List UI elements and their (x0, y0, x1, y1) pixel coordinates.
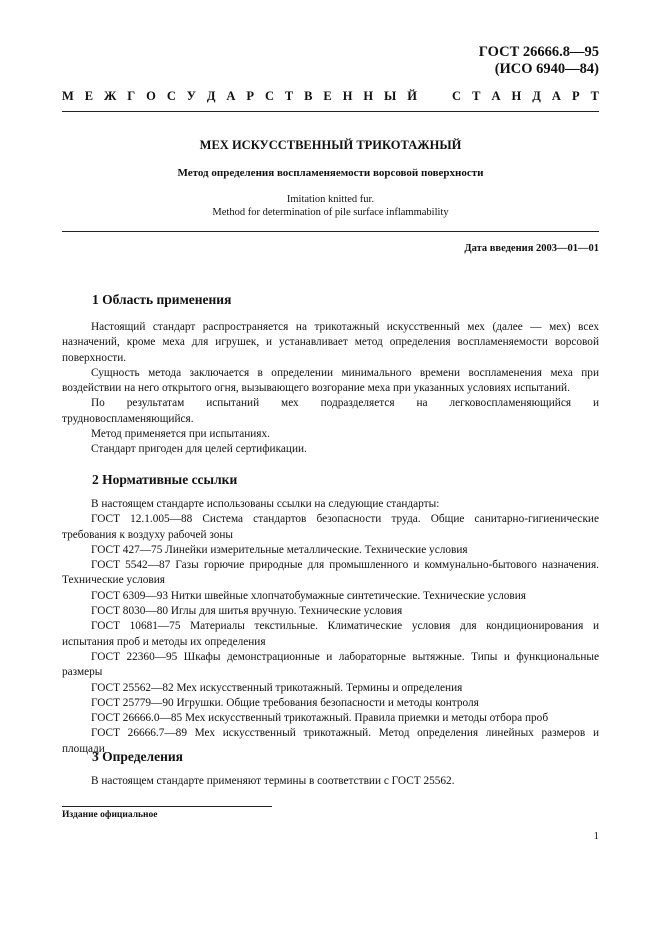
banner-letter: Г (127, 89, 136, 103)
banner-letter: А (226, 89, 236, 103)
reference-item: ГОСТ 22360—95 Шкафы демонстрационные и лабораторные вытяжные. Типы и функциональные размеры (62, 650, 599, 679)
banner-letter: Д (206, 89, 216, 103)
introduction-date: Дата введения 2003—01—01 (464, 243, 599, 254)
standard-code (479, 44, 599, 78)
banner-letter: С (452, 89, 462, 103)
reference-item: ГОСТ 8030—80 Иглы для шитья вручную. Технические условия (91, 605, 403, 618)
official-edition-note: Издание официальное (62, 810, 158, 820)
paragraph: Стандарт пригоден для целей сертификации. (91, 443, 307, 456)
title-rule (62, 231, 599, 232)
section-body-scope (62, 320, 599, 458)
banner-letter: Ы (384, 89, 397, 103)
reference-item: ГОСТ 26666.7—89 Мех искусственный трикотажный. Метод определения линейных размеров и площади (62, 727, 599, 755)
reference-item: ГОСТ 26666.0—85 Мех искусственный трикотажный. Правила приемки и методы отбора проб (91, 712, 549, 725)
paragraph: По результатам испытаний мех подразделяется на легковоспламеняющийся и трудновоспламеняющийся. (62, 397, 599, 425)
banner-letter: Е (323, 89, 332, 103)
standard-code-gost: ГОСТ 26666.8—95 (478, 44, 599, 60)
banner-letter: Р (246, 89, 255, 103)
banner-letter: Т (284, 89, 294, 103)
banner-letter: Д (532, 89, 541, 103)
document-subtitle: Метод определения воспламеняемости ворсовой поверхности (177, 167, 484, 179)
banner-letter: Й (407, 89, 417, 103)
header-rule (62, 111, 599, 112)
reference-item: ГОСТ 5542—87 Газы горючие природные для промышленного и коммунально-бытового назначения. Технические условия (62, 559, 599, 587)
section-body-definitions (62, 774, 599, 789)
footer-rule (62, 806, 272, 807)
banner-letter: Ж (104, 89, 117, 103)
standard-code-iso: (ИСО 6940—84) (494, 61, 599, 77)
banner-letter: Т (472, 89, 481, 103)
banner-letter: Т (590, 89, 599, 103)
reference-item: ГОСТ 6309—93 Нитки швейные хлопчатобумажные синтетические. Технические условия (91, 589, 527, 602)
english-title-line1: Imitation knitted fur. (286, 194, 375, 205)
banner-letter: У (186, 89, 196, 103)
page-number: 1 (593, 830, 599, 842)
section-body-references (62, 497, 599, 757)
document-title: МЕХ ИСКУССТВЕННЫЙ ТРИКОТАЖНЫЙ (199, 138, 462, 152)
english-title-line2: Method for determination of pile surface inflammability (212, 207, 449, 218)
banner-letter: С (166, 89, 176, 103)
banner-word-interstate (62, 89, 417, 104)
banner-letter: М (62, 89, 74, 103)
reference-item: ГОСТ 12.1.005—88 Система стандартов безопасности труда. Общие санитарно-гигиенические требования к воздуху рабочей зоны (62, 513, 599, 541)
paragraph: Метод применяется при испытаниях. (91, 428, 270, 441)
banner-letter: Н (363, 89, 374, 103)
banner-letter: Н (511, 89, 522, 103)
banner-letter: В (304, 89, 313, 103)
reference-item: ГОСТ 25562—82 Мех искусственный трикотажный. Термины и определения (91, 681, 463, 694)
banner-letter: С (264, 89, 274, 103)
paragraph: В настоящем стандарте применяют термины в соответствии с ГОСТ 25562. (91, 775, 455, 787)
reference-item: ГОСТ 10681—75 Материалы текстильные. Климатические условия для кондиционирования и испытания проб и методы их определения (62, 620, 599, 648)
banner-letter: А (491, 89, 501, 103)
reference-item: ГОСТ 25779—90 Игрушки. Общие требования безопасности и методы контроля (91, 696, 479, 709)
english-title (62, 193, 599, 219)
banner-letter: Н (342, 89, 353, 103)
paragraph: Сущность метода заключается в определении минимального времени воспламенения меха при воздействии на него открытого огня, вызывающего возгорание меха при указанных условиях испытаний. (62, 366, 599, 395)
interstate-standard-banner (62, 89, 599, 104)
reference-item: ГОСТ 427—75 Линейки измерительные металлические. Технические условия (91, 543, 468, 556)
banner-letter: О (146, 89, 156, 103)
section-heading-scope: 1 Область применения (92, 292, 232, 307)
banner-word-standard (452, 89, 599, 104)
paragraph: Настоящий стандарт распространяется на трикотажный искусственный мех (далее — мех) всех назначений, кроме меха для игрушек, и устанавливает метод определения воспламеняемости ворсовой поверхности. (62, 321, 599, 364)
paragraph: В настоящем стандарте использованы ссылки на следующие стандарты: (91, 498, 440, 510)
section-heading-definitions: 3 Определения (92, 749, 183, 764)
banner-letter: Р (571, 89, 580, 103)
section-heading-references: 2 Нормативные ссылки (92, 472, 238, 487)
banner-letter: Е (84, 89, 94, 103)
banner-letter: А (551, 89, 561, 103)
